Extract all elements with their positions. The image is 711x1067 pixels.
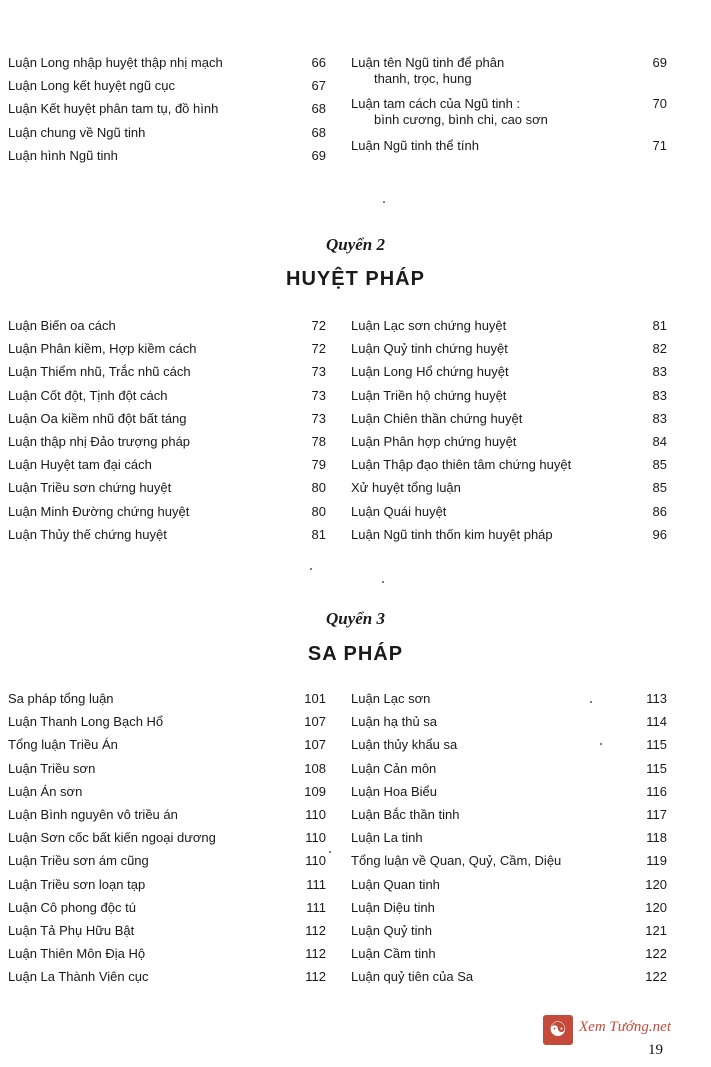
toc-entry-title: Luận Bình nguyên vô triều án — [8, 807, 178, 822]
toc-entry-page: 110 — [305, 830, 326, 846]
toc-entry — [8, 691, 114, 707]
watermark-text: Xem Tướng.net — [579, 1019, 672, 1035]
toc-entry-page: 66 — [311, 55, 326, 70]
toc-entry-page: 122 — [645, 969, 667, 985]
toc-entry — [351, 457, 571, 473]
toc-entry-title: Luận Long Hổ chứng huyệt — [351, 364, 509, 380]
toc-entry-title: Luận Ngũ tinh thể tính — [351, 138, 479, 153]
toc-entry-title: Luận tên Ngũ tinh để phân — [351, 55, 505, 70]
toc-entry-page: 116 — [646, 783, 667, 799]
toc-entry — [351, 761, 436, 777]
toc-entry — [8, 388, 167, 404]
toc-entry-page: 69 — [652, 55, 667, 70]
toc-entry-title: Luận Triều sơn ám cũng — [8, 853, 149, 869]
toc-entry-page: 112 — [305, 969, 326, 985]
toc-entry-page: 110 — [305, 807, 326, 822]
page-number: 19 — [648, 1042, 663, 1058]
toc-entry-title: Luận Kết huyệt phân tam tụ, đồ hình — [8, 101, 219, 117]
toc-entry-page: 71 — [652, 138, 667, 153]
toc-entry-page: 83 — [652, 410, 667, 426]
toc-entry-page: 86 — [652, 503, 667, 519]
section-title: HUYỆT PHÁP — [286, 268, 425, 290]
toc-entry-title: Luận Tả Phụ Hữu Bật — [8, 923, 135, 938]
toc-entry — [8, 457, 152, 473]
toc-entry — [351, 853, 561, 869]
toc-entry-title: Luận Ngũ tinh thốn kim huyệt pháp — [351, 526, 553, 542]
toc-entry-title: Luận Phân kiềm, Hợp kiềm cách — [8, 341, 197, 357]
toc-entry-title: Luận Cầm tinh — [351, 946, 436, 962]
section-title: SA PHÁP — [307, 643, 404, 665]
toc-entry — [8, 504, 189, 520]
toc-entry-page: 119 — [646, 853, 667, 869]
toc-entry — [351, 784, 437, 800]
toc-entry — [351, 969, 473, 985]
toc-entry — [8, 318, 116, 334]
toc-entry — [8, 923, 134, 939]
toc-entry-page: 120 — [645, 876, 667, 892]
watermark-logo — [543, 1013, 705, 1047]
toc-entry — [8, 434, 190, 450]
toc-entry — [8, 784, 82, 800]
toc-entry-page: 72 — [311, 341, 326, 357]
toc-entry-page: 84 — [652, 434, 667, 449]
toc-entry-page: 109 — [304, 783, 326, 799]
toc-entry-page: 122 — [645, 946, 667, 962]
toc-entry — [351, 341, 508, 357]
toc-entry-title: Luận Cốt đột, Tịnh đột cách — [8, 387, 168, 403]
toc-entry-title: Luận Cản môn — [351, 760, 437, 776]
toc-entry-title: Luận Thiên Môn Địa Hộ — [8, 946, 146, 962]
toc-entry — [351, 714, 437, 730]
toc-entry — [8, 411, 187, 427]
toc-entry — [351, 527, 553, 543]
toc-entry-page: 118 — [646, 830, 667, 846]
toc-entry-page: 107 — [304, 737, 326, 753]
toc-entry-title-continued: bình cương, bình chi, cao sơn — [374, 112, 548, 127]
toc-entry-title: Luận Long kết huyệt ngũ cục — [8, 78, 175, 94]
toc-entry-title: Luận Long nhập huyệt thập nhị mạch — [8, 55, 223, 70]
toc-entry-title: Luận Quỷ tinh — [351, 923, 432, 938]
toc-entry-title: Luận Thiểm nhũ, Trắc nhũ cách — [8, 364, 191, 380]
toc-entry-title: Luận Hoa Biểu — [351, 783, 438, 799]
toc-entry — [351, 807, 459, 823]
toc-entry — [8, 969, 148, 985]
toc-entry-page: 78 — [311, 434, 326, 449]
toc-entry-page: 67 — [311, 78, 326, 94]
toc-entry-page: 73 — [311, 410, 326, 426]
toc-entry — [351, 411, 522, 427]
toc-entry-page: 108 — [304, 760, 326, 776]
toc-entry-page: 73 — [311, 387, 326, 403]
toc-entry-page: 69 — [311, 147, 326, 163]
toc-entry-title: Luận Minh Đường chứng huyệt — [8, 503, 190, 519]
toc-entry-title: Luận Thủy thế chứng huyệt — [8, 526, 167, 542]
toc-entry-title: Luận Thanh Long Bạch Hổ — [8, 714, 164, 730]
toc-entry-page: 120 — [645, 899, 667, 915]
toc-entry-title: Xử huyệt tổng luận — [351, 480, 461, 496]
section-label: Quyển 2 — [325, 235, 386, 254]
toc-entry — [8, 480, 171, 496]
toc-entry-page: 115 — [646, 737, 667, 753]
toc-entry-title: Luận quỷ tiên của Sa — [351, 969, 474, 985]
toc-entry-page: 68 — [311, 101, 326, 117]
toc-entry-page: 112 — [305, 923, 326, 938]
toc-entry-page: 68 — [311, 124, 326, 140]
toc-entry — [8, 527, 167, 543]
toc-entry-page: 72 — [311, 318, 326, 333]
toc-entry — [8, 125, 145, 141]
toc-entry-title: Luận Quan tinh — [351, 876, 440, 892]
toc-entry-title: Luận Huyệt tam đại cách — [8, 457, 152, 473]
toc-entry — [351, 138, 479, 154]
toc-entry-title-continued: thanh, trọc, hung — [374, 71, 472, 86]
toc-entry-page: 121 — [645, 923, 667, 938]
toc-entry-title: Luận Án sơn — [8, 783, 83, 799]
toc-entry — [8, 364, 191, 380]
toc-entry-title: Luận Biến oa cách — [8, 318, 116, 333]
toc-entry-page: 79 — [311, 457, 326, 473]
toc-entry — [8, 714, 163, 730]
toc-entry-title: Luận Thập đạo thiên tâm chứng huyệt — [351, 457, 572, 473]
toc-entry-page: 114 — [646, 714, 667, 730]
toc-entry — [351, 504, 446, 520]
toc-entry — [8, 830, 216, 846]
toc-entry — [351, 830, 423, 846]
toc-entry-page: 83 — [652, 387, 667, 403]
toc-entry-page: 113 — [646, 691, 667, 706]
toc-entry — [351, 480, 461, 496]
toc-entry — [8, 807, 178, 823]
toc-entry-title: Luận Phân hợp chứng huyệt — [351, 434, 517, 449]
toc-entry-title: Luận Triều sơn loạn tạp — [8, 876, 146, 892]
toc-entry — [351, 923, 432, 939]
toc-entry-title: Tổng luận về Quan, Quỷ, Cầm, Diệu — [351, 853, 562, 869]
toc-entry-title: Sa pháp tổng luận — [8, 691, 114, 706]
toc-entry-title: Luận Quỷ tinh chứng huyệt — [351, 341, 508, 357]
toc-entry-title: Luận Triều sơn — [8, 760, 96, 776]
toc-entry-title: Luận hạ thủ sa — [351, 714, 438, 730]
toc-entry-title: Luận Quái huyệt — [351, 503, 447, 519]
toc-entry-page: 101 — [304, 691, 326, 706]
toc-entry-page: 96 — [652, 526, 667, 542]
toc-entry-title: Luận Triều sơn chứng huyệt — [8, 480, 172, 496]
toc-entry-page: 82 — [652, 341, 667, 357]
toc-entry — [8, 900, 136, 916]
toc-entry — [351, 318, 506, 334]
toc-entry — [8, 78, 175, 94]
toc-entry-page: 73 — [311, 364, 326, 380]
toc-entry-page: 81 — [652, 318, 667, 333]
toc-entry — [351, 877, 440, 893]
toc-entry — [351, 364, 509, 380]
toc-entry — [351, 900, 435, 916]
toc-entry-page: 83 — [652, 364, 667, 380]
toc-entry-page: 70 — [652, 96, 667, 111]
toc-entry — [8, 341, 196, 357]
toc-entry — [351, 96, 548, 128]
yin-yang-icon: ☯ — [543, 1015, 573, 1045]
toc-entry-page: 117 — [646, 807, 667, 822]
toc-entry — [8, 55, 223, 71]
toc-entry-title: Luận Lạc sơn — [351, 691, 431, 706]
toc-entry — [8, 101, 218, 117]
toc-entry-title: Luận Sơn cốc bất kiến ngoại dương — [8, 830, 216, 846]
toc-entry-title: Luận Oa kiềm nhũ đột bất táng — [8, 410, 187, 426]
toc-entry — [351, 946, 436, 962]
toc-entry-title: Luận Chiên thần chứng huyệt — [351, 410, 523, 426]
toc-entry-page: 112 — [305, 946, 326, 962]
toc-entry-page: 80 — [311, 480, 326, 496]
toc-entry-title: Luận tam cách của Ngũ tinh : — [351, 96, 521, 111]
toc-entry — [351, 55, 504, 87]
toc-entry-page: 111 — [306, 876, 326, 892]
toc-entry — [351, 434, 516, 450]
toc-entry-page: 111 — [306, 899, 326, 915]
toc-entry-title: Luận Bắc thần tinh — [351, 807, 460, 822]
toc-entry — [351, 691, 430, 707]
toc-entry-title: Luận Diệu tinh — [351, 899, 435, 915]
toc-entry-title: Tổng luận Triều Án — [8, 737, 118, 753]
toc-entry-page: 85 — [652, 480, 667, 496]
toc-entry — [8, 761, 95, 777]
toc-entry-page: 107 — [304, 714, 326, 730]
toc-entry-title: Luận hình Ngũ tinh — [8, 147, 118, 163]
toc-entry-title: Luận thập nhị Đảo trượng pháp — [8, 434, 191, 449]
toc-entry-title: Luận thủy khẩu sa — [351, 737, 458, 753]
toc-entry — [351, 737, 457, 753]
section-label: Quyển 3 — [325, 609, 386, 628]
toc-entry-title: Luận Cô phong độc tú — [8, 899, 136, 915]
toc-entry-title: Luận La tinh — [351, 830, 423, 846]
toc-entry — [8, 946, 145, 962]
toc-entry-title: Luận chung về Ngũ tinh — [8, 124, 146, 140]
toc-entry — [8, 737, 118, 753]
toc-entry — [8, 877, 145, 893]
toc-entry-title: Luận Lạc sơn chứng huyệt — [351, 318, 507, 333]
toc-entry-title: Luận Triền hộ chứng huyệt — [351, 387, 507, 403]
toc-entry — [8, 853, 149, 869]
toc-entry — [8, 148, 118, 164]
toc-entry-title: Luận La Thành Viên cục — [8, 969, 149, 985]
toc-entry-page: 115 — [646, 760, 667, 776]
toc-entry-page: 81 — [311, 526, 326, 542]
toc-entry — [351, 388, 506, 404]
toc-entry-page: 80 — [311, 503, 326, 519]
toc-entry-page: 85 — [652, 457, 667, 473]
toc-entry-page: 110 — [305, 853, 326, 869]
